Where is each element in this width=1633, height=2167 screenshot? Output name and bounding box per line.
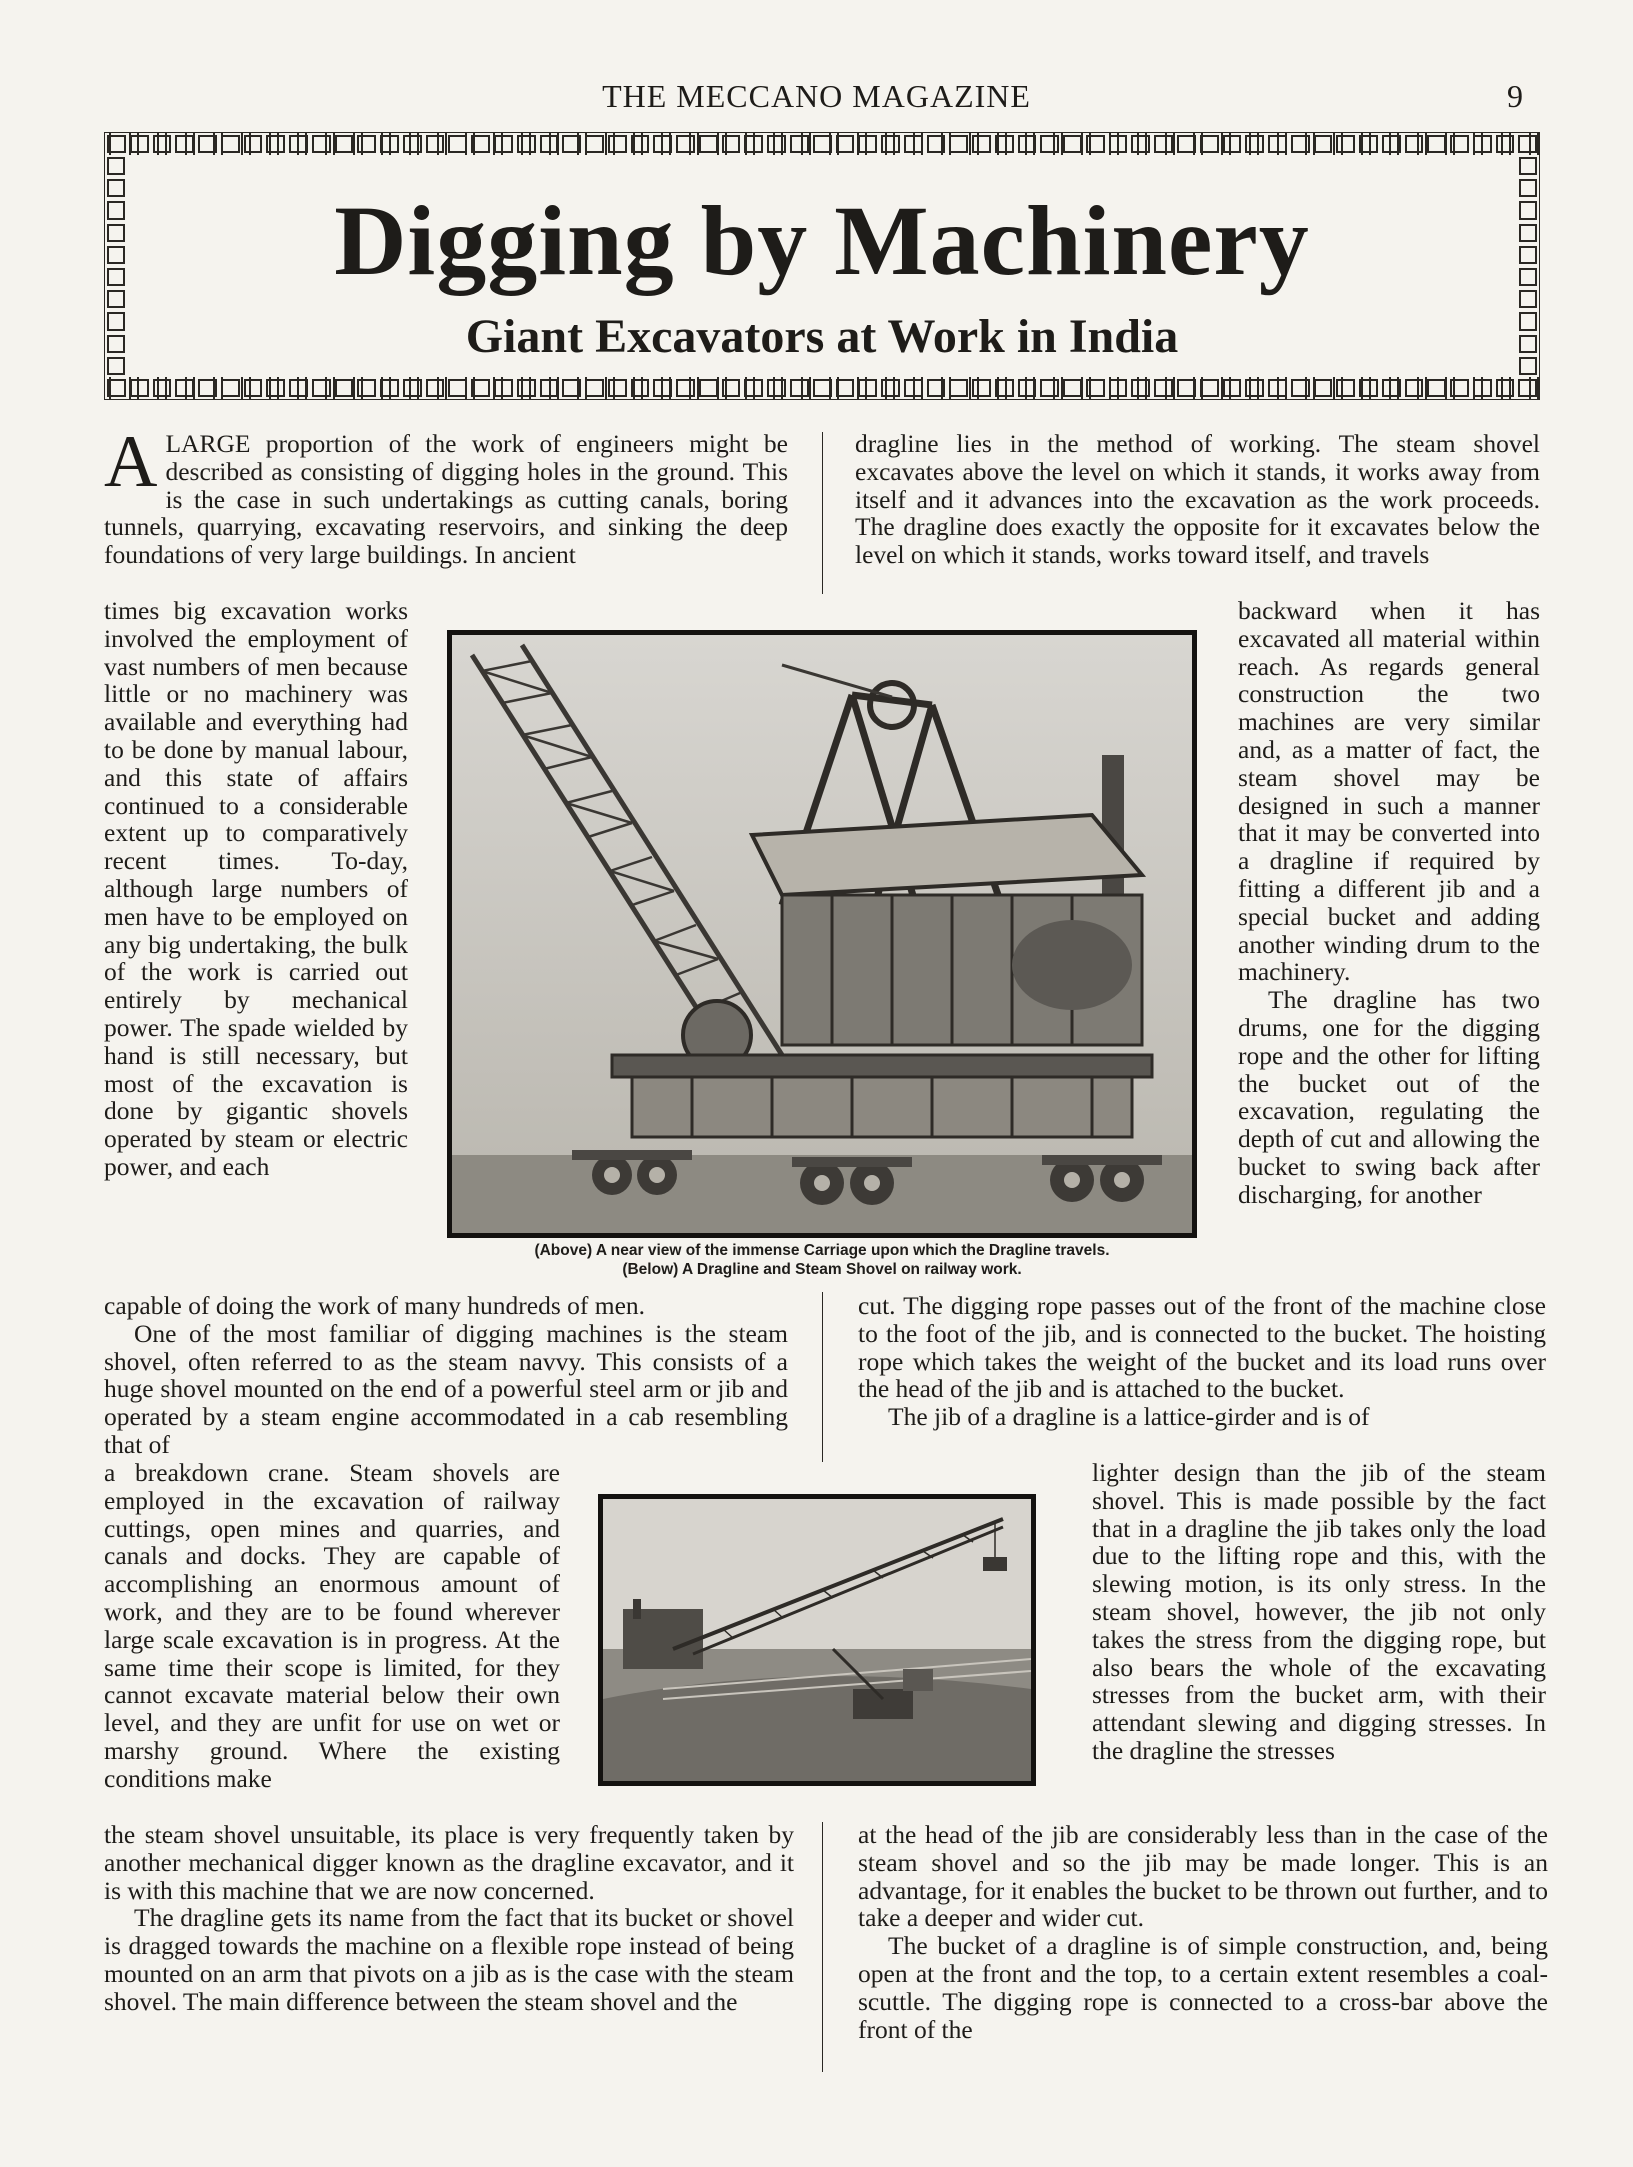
paragraph-text: The dragline has two drums, one for the digging rope and the other for lifting the bucket out of the excavation, regulating the depth of cut and allowing the bucket to swing back after discharging, for another — [1238, 985, 1540, 1209]
border-square — [1200, 135, 1219, 153]
border-square — [107, 379, 126, 397]
border-square — [130, 135, 149, 153]
border-square — [1131, 135, 1150, 153]
border-square — [198, 379, 217, 397]
title-border-top — [105, 133, 1539, 155]
border-square — [1018, 135, 1037, 153]
border-square — [130, 379, 149, 397]
border-square — [221, 379, 240, 397]
paragraph-text: One of the most familiar of digging machines is the steam shovel, often referred to as the steam navvy. This consists of a huge shovel mounted on the end of a powerful steel arm or jib and operated by a steam engine accommodated in a cab resembling that of — [104, 1318, 788, 1459]
border-square — [289, 135, 308, 153]
border-square — [175, 135, 194, 153]
photo-dragline-steam-shovel — [598, 1494, 1036, 1786]
border-square — [653, 135, 672, 153]
paragraph-text: a breakdown crane. Steam shovels are employed in the excavation of railway cuttings, open mines and quarries, and canals and docks. They are capable of accomplishing an enormous amount of work, and they are to be found wherever large scale excavation is in progress. At the same time their scope is limited, for they cannot excavate material below their own level, and they are unfit for use on wet or marshy ground. Where the existing conditions make — [104, 1458, 560, 1793]
border-square — [357, 135, 376, 153]
border-square — [448, 135, 467, 153]
border-square — [1519, 157, 1537, 175]
border-square — [1223, 135, 1242, 153]
column-rule — [822, 1822, 823, 2072]
photo-caption — [447, 1241, 1197, 1279]
border-square — [357, 379, 376, 397]
left-col-narrow-1 — [104, 597, 408, 1181]
border-square — [1063, 379, 1082, 397]
border-square — [1245, 379, 1264, 397]
border-square — [448, 379, 467, 397]
border-square — [1154, 135, 1173, 153]
article-subtitle: Giant Excavators at Work in India — [465, 310, 1179, 363]
border-square — [153, 135, 172, 153]
border-square — [198, 135, 217, 153]
border-square — [585, 135, 604, 153]
right-col-mid — [858, 1292, 1546, 1431]
border-square — [790, 135, 809, 153]
running-head — [0, 78, 1633, 128]
border-square — [1314, 135, 1333, 153]
border-square — [653, 379, 672, 397]
border-square — [1268, 379, 1287, 397]
paragraph-text: The dragline gets its name from the fact that its bucket or shovel is dragged towards the machine on a flexible rope instead of being mounted on an arm that pivots on a jib as is the case with the steam shovel. The main difference between the steam shovel and the — [104, 1903, 794, 2016]
border-square — [1473, 135, 1492, 153]
border-square — [813, 379, 832, 397]
border-square — [1223, 379, 1242, 397]
border-square — [1314, 379, 1333, 397]
border-square — [1518, 379, 1537, 397]
title-box — [104, 132, 1540, 400]
border-square — [699, 379, 718, 397]
border-square — [312, 379, 331, 397]
border-square — [380, 379, 399, 397]
right-col-bottom — [858, 1821, 1548, 2043]
border-square — [562, 379, 581, 397]
dragline-carriage-illustration — [452, 635, 1192, 1233]
border-square — [289, 379, 308, 397]
caption-line-above: (Above) A near view of the immense Carriage upon which the Dragline travels. — [534, 1242, 1110, 1259]
border-square — [722, 379, 741, 397]
column-rule — [822, 432, 823, 594]
border-square — [1405, 135, 1424, 153]
border-square — [631, 135, 650, 153]
border-square — [608, 379, 627, 397]
border-square — [517, 379, 536, 397]
border-square — [631, 379, 650, 397]
border-square — [244, 135, 263, 153]
paragraph-text: backward when it has excavated all material within reach. As regards general construction the two machines are very similar and, as a matter of fact, the steam shovel may be designed in such a manner that it may be converted into a dragline if required by fitting a different jib and a special bucket and adding another winding drum to the machinery. — [1238, 596, 1540, 987]
border-square — [1427, 379, 1446, 397]
opening-paragraph — [104, 421, 788, 570]
border-square — [995, 135, 1014, 153]
paragraph-text: cut. The digging rope passes out of the front of the machine close to the foot of the jib, and is connected to the bucket. The hoisting rope which takes the weight of the bucket and its load runs over the head of the jib and is attached to the bucket. — [858, 1291, 1546, 1404]
border-square — [1109, 135, 1128, 153]
border-square — [471, 135, 490, 153]
border-square — [335, 379, 354, 397]
border-square — [722, 135, 741, 153]
border-square — [107, 157, 125, 175]
border-square — [403, 135, 422, 153]
border-square — [1177, 379, 1196, 397]
border-square — [107, 135, 126, 153]
border-square — [1382, 135, 1401, 153]
border-square — [1473, 379, 1492, 397]
border-square — [676, 379, 695, 397]
border-square — [1154, 379, 1173, 397]
border-square — [1063, 135, 1082, 153]
border-square — [1359, 379, 1378, 397]
left-col-narrow-2 — [104, 1459, 560, 1793]
paragraph-text: at the head of the jib are considerably less than in the case of the steam shovel and so the jib may be made longer. This is an advantage, for it enables the bucket to be thrown out further, and to take a deeper and wider cut. — [858, 1820, 1548, 1933]
border-square — [1245, 135, 1264, 153]
border-square — [972, 135, 991, 153]
paragraph-text: The bucket of a dragline is of simple construction, and, being open at the front and the top, to a certain extent resembles a coal-scuttle. The digging rope is connected to a cross-bar above the front of the — [858, 1931, 1548, 2044]
photo-dragline-carriage — [447, 630, 1197, 1238]
border-square — [1427, 135, 1446, 153]
paragraph-text: capable of doing the work of many hundreds of men. — [104, 1291, 646, 1320]
paragraph-text: dragline lies in the method of working. The steam shovel excavates above the level on which it stands, it works away from itself and it advances into the excavation as the work proceeds. The dragline does exactly the opposite for it excavates below the level on which it stands, works toward itself, and travels — [855, 429, 1540, 570]
border-square — [949, 379, 968, 397]
paragraph-text: The jib of a dragline is a lattice-girder and is of — [888, 1402, 1370, 1432]
border-square — [790, 379, 809, 397]
opening-text: LARGE proportion of the work of engineers might be described as consisting of digging holes in the ground. This is the case in such undertakings as cutting canals, boring tunnels, quarrying, excavating reservoirs, and sinking the deep foundations of very large buildings. In ancient — [104, 429, 788, 570]
border-square — [1336, 379, 1355, 397]
border-square — [995, 379, 1014, 397]
border-square — [540, 379, 559, 397]
border-square — [1040, 379, 1059, 397]
border-square — [676, 135, 695, 153]
border-square — [767, 135, 786, 153]
border-square — [767, 379, 786, 397]
border-square — [949, 135, 968, 153]
border-square — [153, 379, 172, 397]
border-square — [927, 379, 946, 397]
border-square — [1177, 135, 1196, 153]
border-square — [1109, 379, 1128, 397]
border-square — [1382, 379, 1401, 397]
border-square — [221, 135, 240, 153]
title-border-bottom — [105, 377, 1539, 399]
border-square — [1518, 135, 1537, 153]
border-square — [426, 379, 445, 397]
border-square — [1086, 379, 1105, 397]
border-square — [858, 135, 877, 153]
border-square — [380, 135, 399, 153]
left-col-mid — [104, 1292, 788, 1459]
magazine-title: THE MECCANO MAGAZINE — [602, 78, 1031, 114]
border-square — [403, 379, 422, 397]
border-square — [858, 379, 877, 397]
border-square — [426, 135, 445, 153]
border-square — [266, 379, 285, 397]
border-square — [744, 135, 763, 153]
caption-line-below: (Below) A Dragline and Steam Shovel on railway work. — [622, 1261, 1022, 1278]
border-square — [1359, 135, 1378, 153]
column-rule — [822, 1292, 823, 1462]
border-square — [881, 135, 900, 153]
border-square — [244, 379, 263, 397]
border-square — [1405, 379, 1424, 397]
border-square — [1200, 379, 1219, 397]
border-square — [608, 135, 627, 153]
border-square — [585, 379, 604, 397]
border-square — [836, 379, 855, 397]
border-square — [312, 135, 331, 153]
right-col-top — [855, 430, 1540, 569]
border-square — [1496, 135, 1515, 153]
paragraph-text: times big excavation works involved the employment of vast numbers of men because little or no machinery was available and everything had to be done by manual labour, and this state of affairs continued to a considerable extent up to comparatively recent times. To-day, although large numbers of men have to be employed on any big undertaking, the bulk of the work is carried out entirely by mechanical power. The spade wielded by hand is still necessary, but most of the excavation is done by gigantic shovels operated by steam or electric power, and each — [104, 596, 408, 1181]
drop-cap: A — [104, 421, 158, 503]
border-square — [1268, 135, 1287, 153]
border-square — [1291, 135, 1310, 153]
railway-work-illustration — [603, 1499, 1031, 1781]
border-square — [517, 135, 536, 153]
right-col-narrow-1 — [1238, 597, 1540, 1209]
left-col-top — [104, 421, 788, 570]
border-square — [881, 379, 900, 397]
border-square — [471, 379, 490, 397]
border-square — [904, 379, 923, 397]
border-square — [744, 379, 763, 397]
border-square — [836, 135, 855, 153]
border-square — [540, 135, 559, 153]
border-square — [562, 135, 581, 153]
article-title: Digging by Machinery — [334, 185, 1310, 296]
border-square — [904, 135, 923, 153]
page-number: 9 — [1507, 78, 1523, 114]
border-square — [972, 379, 991, 397]
border-square — [266, 135, 285, 153]
border-square — [1086, 135, 1105, 153]
border-square — [1496, 379, 1515, 397]
border-square — [107, 290, 125, 308]
border-square — [1519, 290, 1537, 308]
border-square — [1040, 135, 1059, 153]
right-col-narrow-2 — [1092, 1459, 1546, 1765]
border-square — [927, 135, 946, 153]
border-square — [813, 135, 832, 153]
left-col-bottom — [104, 1821, 794, 2016]
border-square — [1336, 135, 1355, 153]
paragraph-text: the steam shovel unsuitable, its place is very frequently taken by another mechanical digger known as the dragline excavator, and it is with this machine that we are now concerned. — [104, 1820, 794, 1905]
border-square — [1291, 379, 1310, 397]
border-square — [1018, 379, 1037, 397]
border-square — [494, 135, 513, 153]
border-square — [335, 135, 354, 153]
paragraph-text: lighter design than the jib of the steam shovel. This is made possible by the fact that in a dragline the jib takes only the load due to the lifting rope and this, with the slewing motion, is its only stress. In the steam shovel, however, the jib not only takes the stress from the digging rope, but also bears the whole of the excavating stresses from the bucket arm, with their attendant slewing and digging stresses. In the dragline the stresses — [1092, 1458, 1546, 1765]
border-square — [1131, 379, 1150, 397]
border-square — [175, 379, 194, 397]
border-square — [494, 379, 513, 397]
border-square — [1450, 135, 1469, 153]
border-square — [1450, 379, 1469, 397]
border-square — [699, 135, 718, 153]
